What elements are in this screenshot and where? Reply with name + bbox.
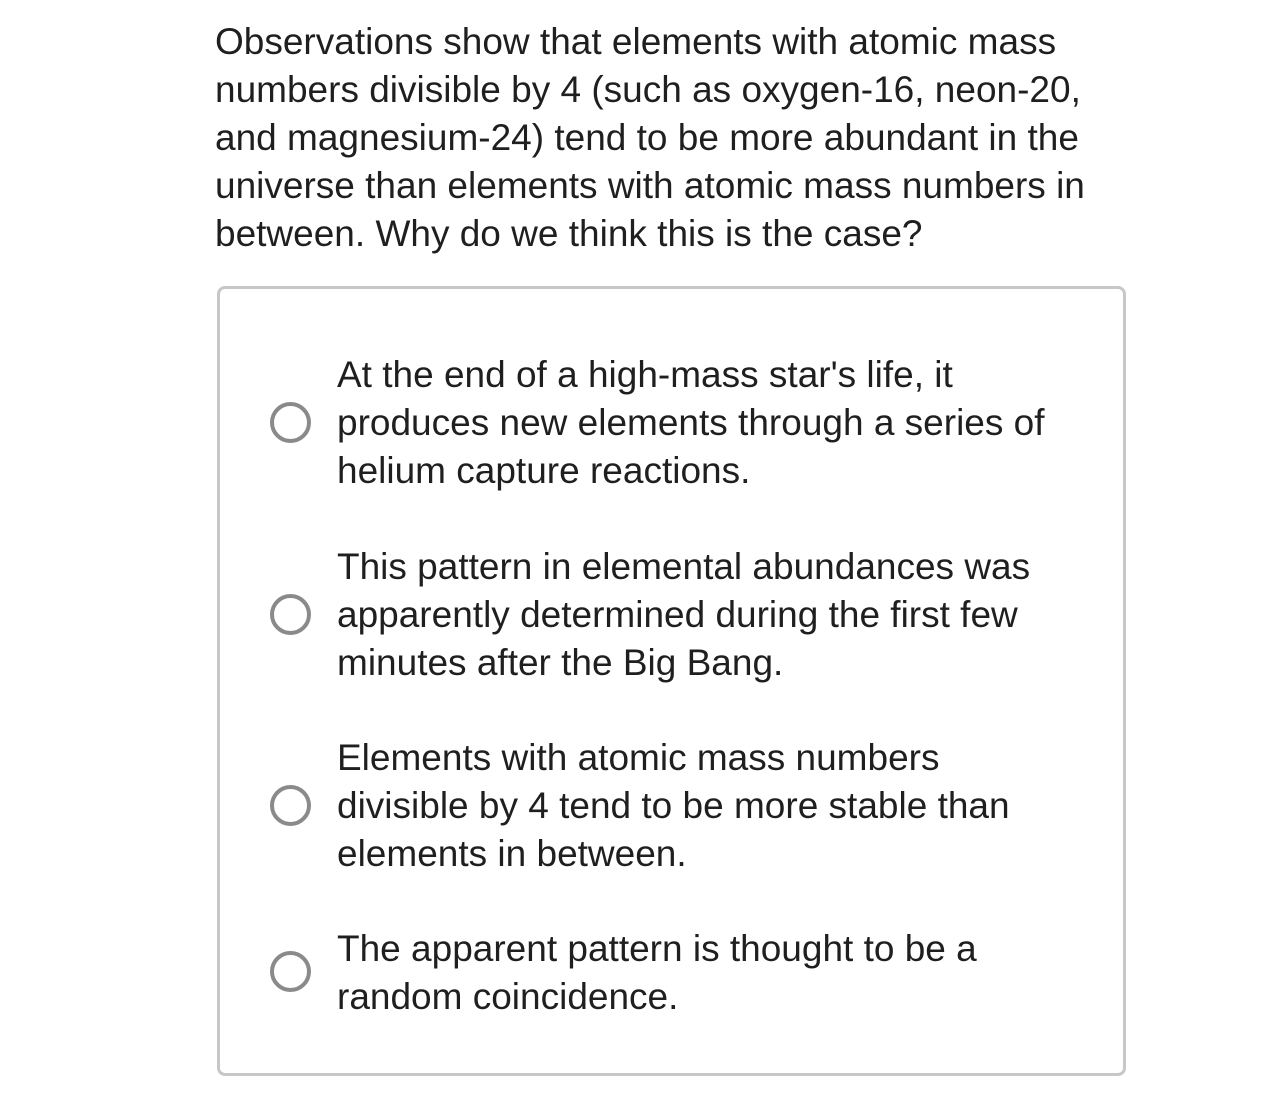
radio-button-icon[interactable] [270,402,311,443]
answer-option-2[interactable] [220,543,1123,687]
radio-button-icon[interactable] [270,951,311,992]
radio-button-icon[interactable] [270,594,311,635]
question-text: Observations show that elements with atomic mass numbers divisible by 4 (such as oxygen-16, neon-20, and magnesium-24) tend to be more abundant in the universe than elements with atomic mass numbers in between. Why do we think this is the case? [215,21,1085,254]
answer-options-group [217,286,1126,1076]
answer-option-1[interactable] [220,351,1123,495]
answer-option-4[interactable] [220,925,1123,1021]
answer-option-label: This pattern in elemental abundances was apparently determined during the first few minutes after the Big Bang. [337,546,1031,683]
answer-option-label: The apparent pattern is thought to be a random coincidence. [337,928,977,1017]
radio-button-icon[interactable] [270,785,311,826]
answer-option-3[interactable] [220,734,1123,878]
answer-option-label: At the end of a high-mass star's life, it produces new elements through a series of helium capture reactions. [337,354,1045,491]
answer-option-label: Elements with atomic mass numbers divisible by 4 tend to be more stable than elements in between. [337,737,1010,874]
